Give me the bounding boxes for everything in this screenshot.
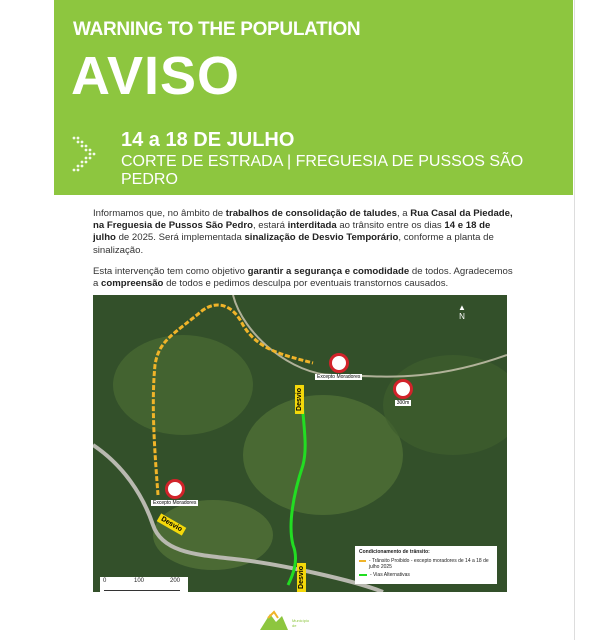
paragraph-1 [93, 208, 513, 257]
text-segment: Esta intervenção tem como objetivo [93, 265, 248, 277]
text-segment: interditada [287, 220, 337, 232]
page-title: AVISO [71, 46, 241, 106]
text-segment: garantir a segurança e comodidade [247, 265, 410, 277]
text-segment: sinalização de Desvio Temporário [244, 232, 399, 244]
detour-sign: Desvio [157, 513, 187, 535]
text-segment: de todos. Agradecemos a [93, 265, 513, 290]
text-segment: ao trânsito entre os dias [336, 220, 445, 232]
distance-sign: 300m [393, 379, 413, 406]
header-banner [54, 0, 573, 195]
no-entry-sign: Excepto Moradores [151, 479, 198, 506]
no-entry-sign: Excepto Moradores [315, 353, 362, 380]
text-segment: Informamos que, no âmbito de [93, 208, 226, 219]
text-segment: , estará [252, 220, 288, 232]
detour-map [93, 295, 507, 592]
warning-heading: WARNING TO THE POPULATION [73, 19, 361, 40]
text-segment: 14 e 18 de julho [93, 220, 491, 244]
text-segment: de 2025. Será implementada [115, 232, 245, 244]
scale-bar: 0 100 200 [100, 577, 188, 592]
text-segment: Rua Casal da Piedade, na Freguesia de Pussos São Pedro [93, 208, 513, 232]
detour-sign: Desvio [297, 563, 306, 592]
north-arrow-icon: ▲ N [458, 303, 466, 321]
date-range: 14 a 18 DE JULHO [121, 129, 295, 151]
text-segment: trabalhos de consolidação de taludes [225, 208, 397, 219]
paragraph-2 [93, 266, 513, 290]
notice-text [93, 208, 513, 299]
logo-icon [258, 610, 288, 630]
text-segment: , conforme a planta de sinalização. [93, 232, 494, 256]
text-segment: compreensão [101, 278, 164, 290]
text-segment: de todos e pedimos desculpa por eventuais transtornos causados. [163, 278, 449, 290]
detour-sign: Desvio [295, 385, 304, 414]
map-legend: Condicionamento de trânsito: - Trânsito Proibido - excepto moradores de 14 a 18 de julho 2025 - Vias Alternativas [355, 546, 497, 584]
text-segment: , a [396, 208, 411, 219]
subtitle: CORTE DE ESTRADA | FREGUESIA DE PUSSOS SÃO PEDRO [121, 153, 524, 188]
municipality-logo: Município de [258, 610, 288, 631]
chevron-right-icon [70, 134, 100, 174]
